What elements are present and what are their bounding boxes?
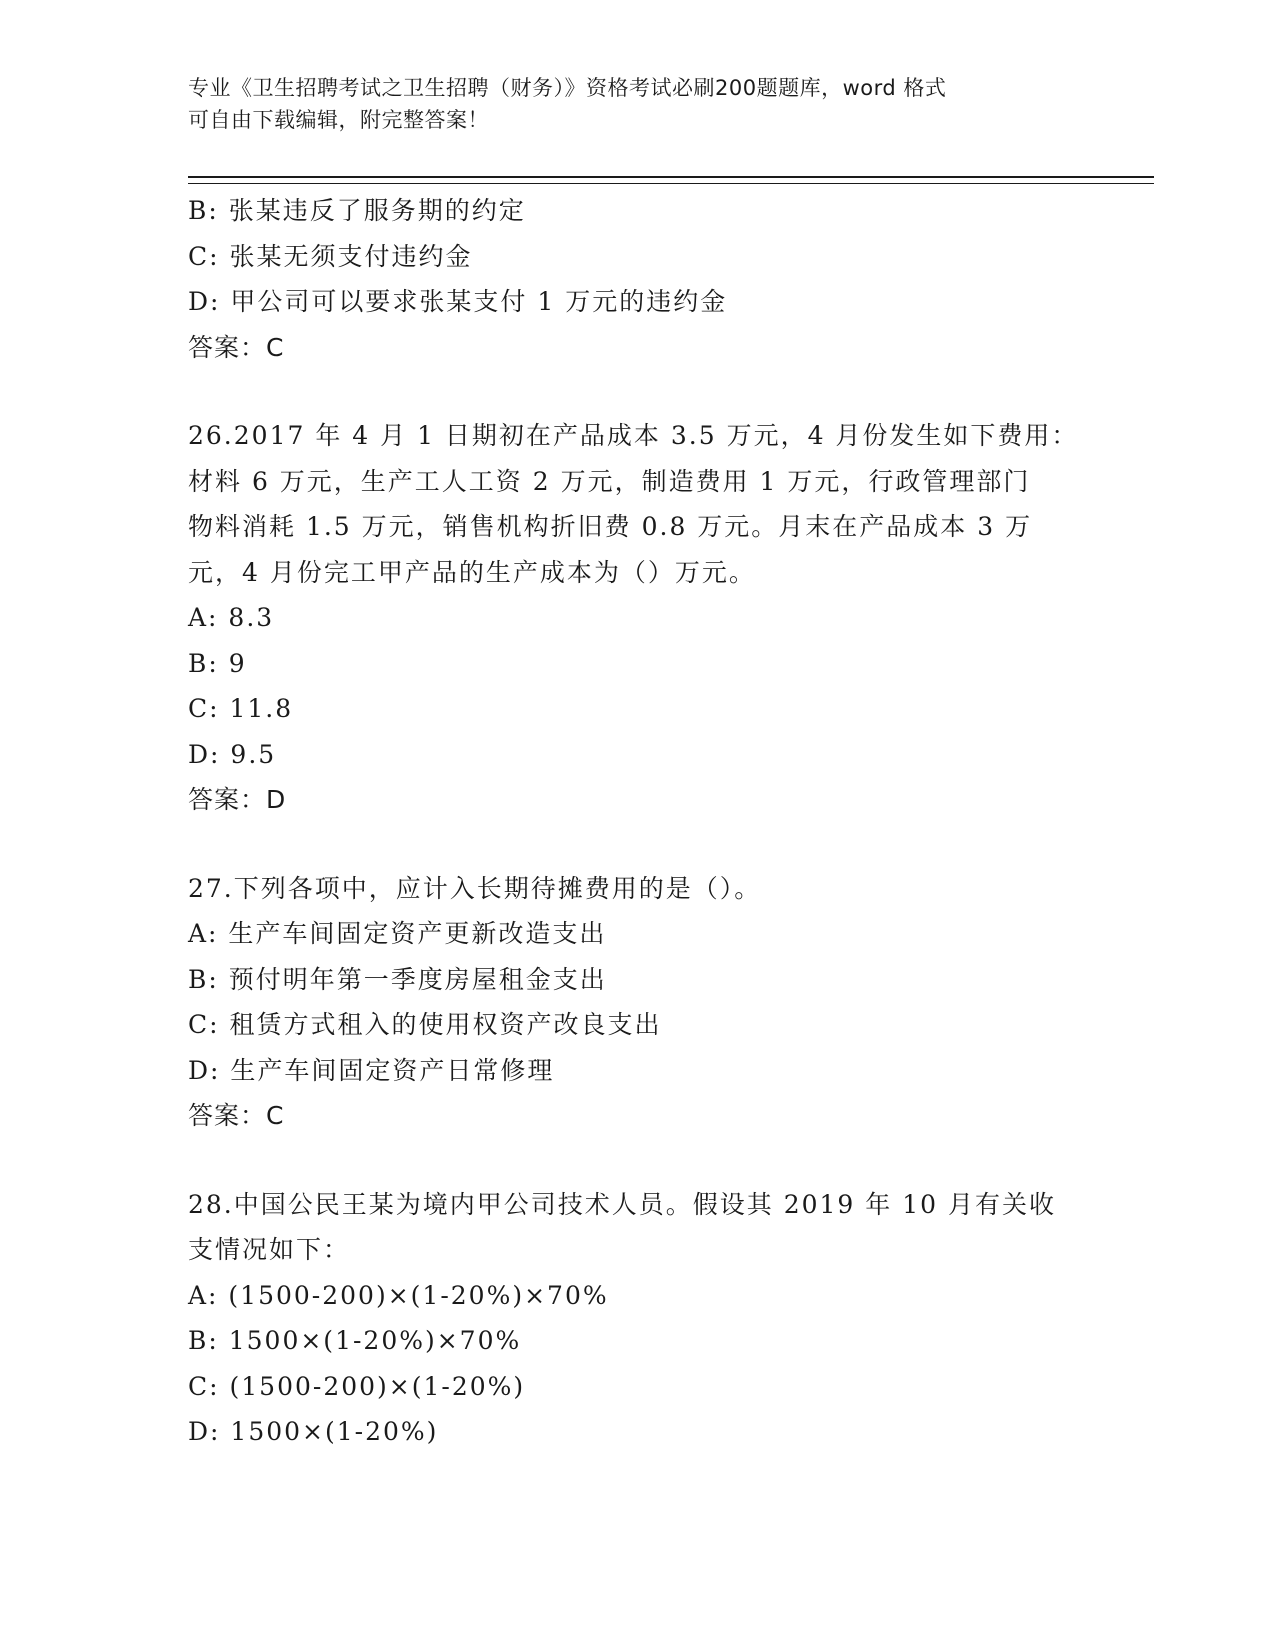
question-26 [188,413,1088,823]
question-stem-line: 26.2017 年 4 月 1 日期初在产品成本 3.5 万元，4 月份发生如下费用： [188,421,1079,450]
spacer [188,370,1088,413]
option-a: A: (1500-200)×(1-20%)×70% [188,1280,609,1310]
option-c: C: 张某无须支付违约金 [188,241,473,271]
page-header [188,72,1088,136]
question-stem-line: 支情况如下： [188,1235,351,1264]
header-title-line-1: 专业《卫生招聘考试之卫生招聘（财务）》资格考试必刷200题题库，word 格式 [188,76,947,100]
header-divider [188,176,1154,184]
option-a: A: 生产车间固定资产更新改造支出 [188,919,607,948]
option-d: D: 9.5 [188,739,277,769]
option-d: D: 1500×(1-20%) [188,1417,439,1446]
option-b: B: 预付明年第一季度房屋租金支出 [188,964,607,994]
answer: 答案：D [188,785,287,814]
question-content [188,188,1088,1455]
spacer [188,823,1088,866]
answer: 答案：C [188,1101,285,1130]
option-d: D: 甲公司可以要求张某支付 1 万元的违约金 [188,287,728,316]
answer: 答案：C [188,332,285,362]
question-stem-line: 27.下列各项中，应计入长期待摊费用的是（）。 [188,873,762,903]
option-c: C: 租赁方式租入的使用权资产改良支出 [188,1010,662,1039]
question-stem-line: 材料 6 万元，生产工人工资 2 万元，制造费用 1 万元，行政管理部门 [188,466,1031,496]
question-27 [188,866,1088,1139]
option-c: C: (1500-200)×(1-20%) [188,1371,526,1401]
option-c: C: 11.8 [188,694,294,723]
option-a: A: 8.3 [188,603,275,632]
question-stem-line: 元，4 月份完工甲产品的生产成本为（）万元。 [188,557,756,587]
option-b: B: 1500×(1-20%)×70% [188,1326,522,1355]
option-b: B: 张某违反了服务期的约定 [188,196,526,225]
spacer [188,1139,1088,1182]
header-title-line-2: 可自由下载编辑，附完整答案！ [188,108,489,132]
option-d: D: 生产车间固定资产日常修理 [188,1055,555,1085]
question-28 [188,1182,1088,1455]
question-25 [188,188,1088,370]
question-stem-line: 物料消耗 1.5 万元，销售机构折旧费 0.8 万元。月末在产品成本 3 万 [188,512,1033,541]
option-b: B: 9 [188,648,247,678]
question-stem-line: 28.中国公民王某为境内甲公司技术人员。假设其 2019 年 10 月有关收 [188,1189,1056,1219]
